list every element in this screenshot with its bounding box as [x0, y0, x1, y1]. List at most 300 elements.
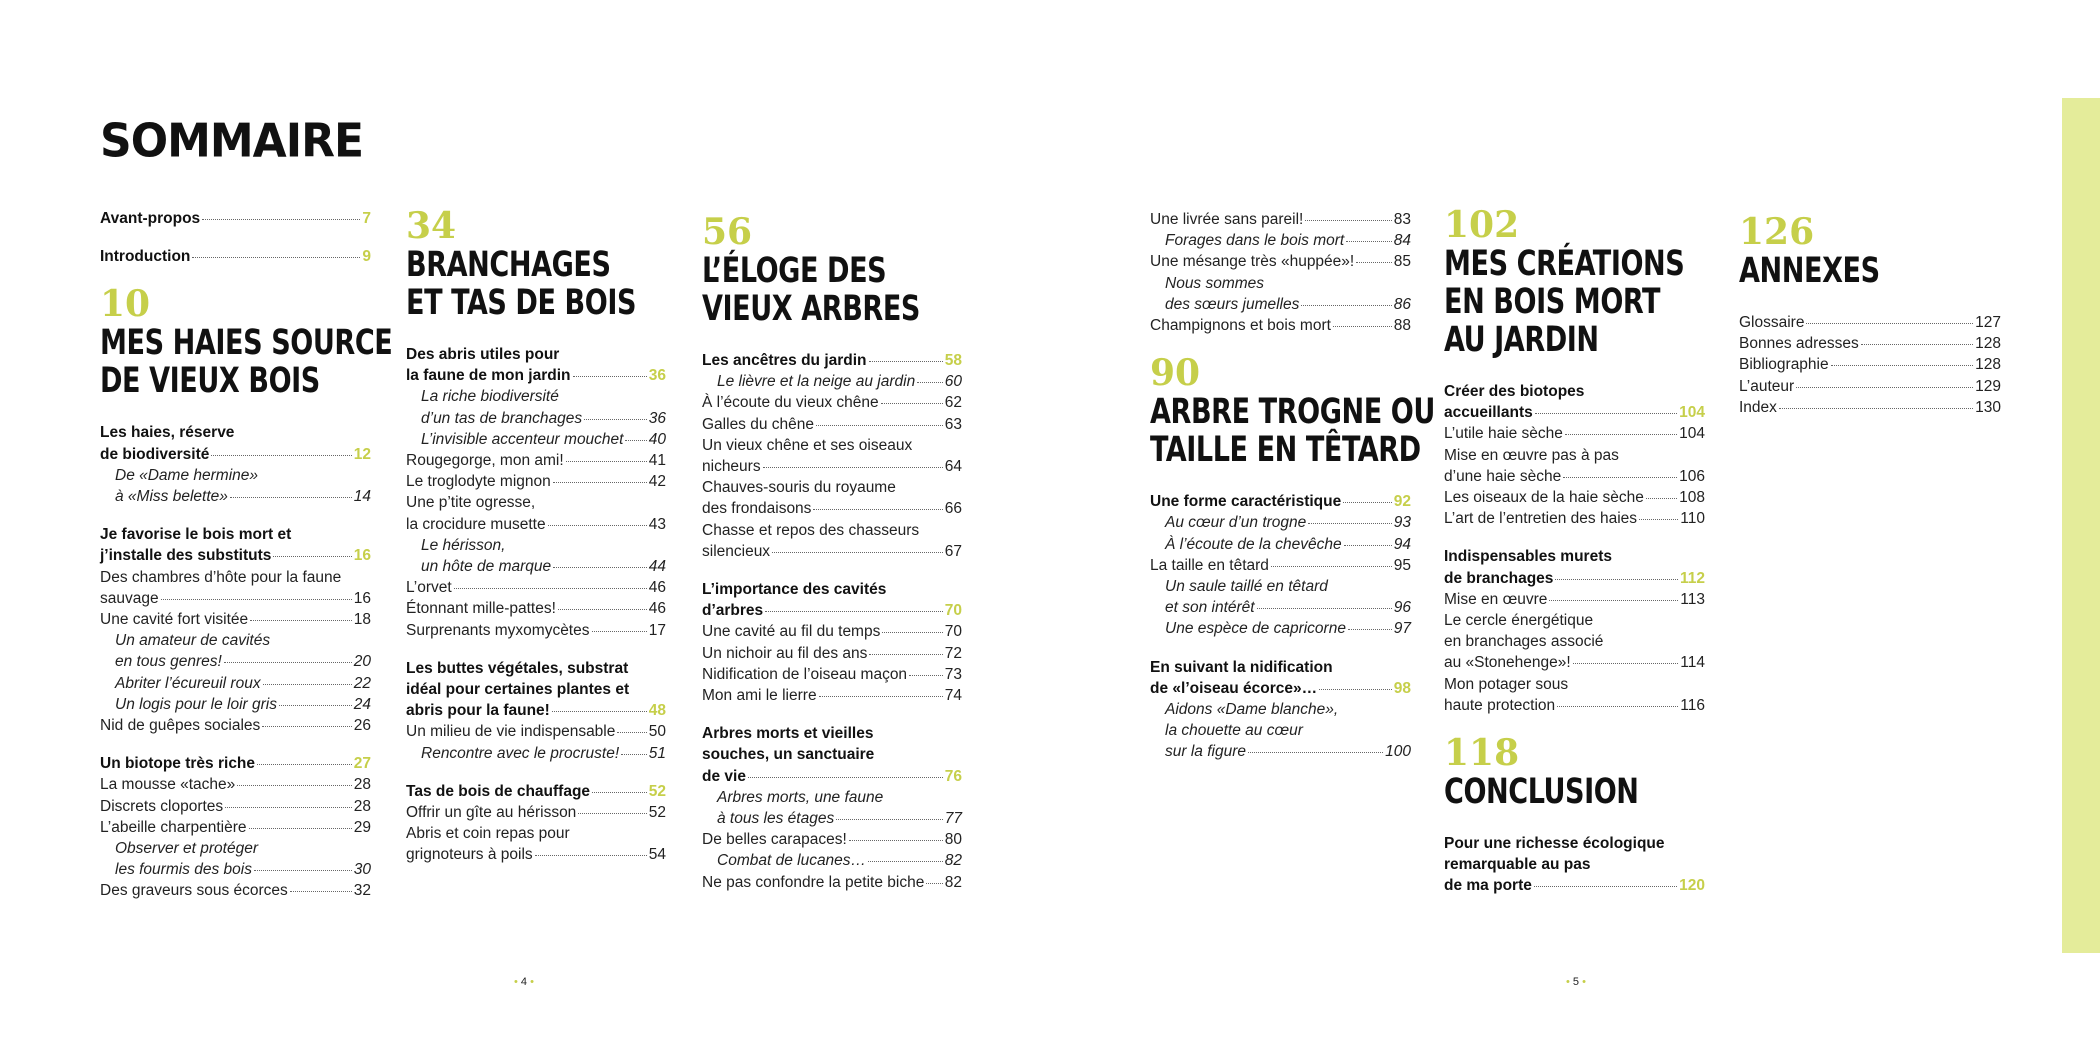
toc-page-number: 86 — [1393, 295, 1411, 313]
toc-entry-title: des frondaisons — [702, 500, 812, 518]
toc-entry[interactable] — [100, 859, 371, 880]
toc-entry[interactable] — [702, 850, 962, 871]
toc-entry[interactable] — [1150, 491, 1411, 512]
toc-leader-dots — [765, 611, 943, 612]
toc-entry[interactable] — [1444, 589, 1705, 610]
toc-entry-title: Les ancêtres du jardin — [702, 352, 867, 369]
toc-entry-title: Glossaire — [1739, 314, 1805, 331]
toc-leader-dots — [249, 828, 352, 829]
toc-entry[interactable] — [100, 817, 371, 838]
toc-column-1 — [100, 208, 393, 919]
toc-entry-title: des sœurs jumelles — [1165, 295, 1300, 313]
toc-entry[interactable] — [702, 723, 962, 744]
toc-entry[interactable] — [100, 694, 371, 715]
toc-entry-title: Tas de bois de chauffage — [406, 782, 591, 800]
toc-page-number: 52 — [648, 782, 666, 800]
toc-page-number: 127 — [1975, 314, 2001, 331]
toc-entry[interactable] — [1444, 487, 1705, 508]
toc-entry[interactable] — [702, 520, 962, 541]
toc-entry[interactable] — [702, 872, 962, 893]
toc-section — [1150, 352, 1435, 762]
toc-entry-title: Observer et protéger — [115, 840, 259, 858]
toc-page-number: 58 — [944, 352, 962, 369]
toc-entry-title: Galles du chêne — [702, 415, 815, 433]
toc-entry-title: Abris et coin repas pour — [406, 825, 570, 843]
toc-group — [1150, 491, 1411, 639]
toc-entry-title: Un saule taillé en têtard — [1165, 578, 1328, 596]
toc-page-number: 76 — [944, 767, 962, 785]
toc-entry[interactable] — [100, 630, 371, 651]
toc-leader-dots — [1563, 477, 1677, 478]
toc-entry[interactable] — [100, 673, 371, 694]
toc-entry-title: Aidons «Dame blanche», — [1165, 701, 1339, 719]
section-number: 34 — [406, 205, 457, 247]
toc-leader-dots — [584, 419, 647, 420]
toc-entry-title: de biodiversité — [100, 445, 210, 463]
toc-entry[interactable] — [1150, 512, 1411, 533]
toc-leader-dots — [926, 883, 942, 884]
toc-entry-title: Mise en œuvre pas à pas — [1444, 446, 1619, 464]
toc-entry-title: Au cœur d’un trogne — [1165, 514, 1307, 532]
toc-entry-title: Un amateur de cavités — [115, 632, 271, 650]
toc-entry-title: Un milieu de vie indispensable — [406, 723, 616, 741]
toc-entry[interactable] — [702, 477, 962, 498]
toc-page-number: 100 — [1385, 743, 1411, 761]
toc-page-number: 48 — [648, 702, 666, 720]
toc-page-number: 93 — [1393, 514, 1411, 532]
toc-section — [100, 283, 393, 901]
toc-entry[interactable] — [1150, 273, 1411, 294]
toc-entry-title: au «Stonehenge»! — [1444, 654, 1571, 672]
section-title[interactable] — [406, 245, 637, 323]
toc-entry[interactable] — [1150, 741, 1411, 762]
toc-entry[interactable] — [1444, 652, 1705, 673]
toc-entry[interactable] — [1444, 695, 1705, 716]
toc-entry[interactable] — [702, 744, 962, 765]
toc-entry[interactable] — [702, 766, 962, 787]
toc-page-number: 24 — [353, 695, 371, 713]
toc-leader-dots — [263, 684, 352, 685]
toc-entry[interactable] — [406, 408, 666, 429]
toc-entry[interactable] — [1150, 678, 1411, 699]
toc-entry-title: Rencontre avec le procruste! — [421, 744, 620, 762]
toc-entry[interactable] — [100, 588, 371, 609]
toc-entry[interactable] — [1150, 555, 1411, 576]
toc-entry[interactable] — [406, 577, 666, 598]
toc-leader-dots — [192, 257, 360, 258]
toc-entry[interactable] — [406, 365, 666, 386]
toc-page-number: 12 — [353, 445, 371, 463]
toc-leader-dots — [869, 654, 942, 655]
section-title-line: DE VIEUX BOIS — [100, 361, 320, 402]
toc-entry[interactable] — [1444, 402, 1705, 423]
toc-leader-dots — [617, 732, 646, 733]
toc-entry[interactable] — [100, 246, 371, 267]
toc-leader-dots — [813, 509, 942, 510]
toc-leader-dots — [454, 588, 647, 589]
toc-entry-title: Une cavité au fil du temps — [702, 623, 881, 641]
toc-leader-dots — [254, 870, 352, 871]
toc-entry[interactable] — [406, 429, 666, 450]
toc-page-number: 72 — [944, 644, 962, 662]
toc-page-number: 104 — [1679, 425, 1705, 443]
toc-entry[interactable] — [1444, 875, 1705, 896]
section-number: 90 — [1150, 352, 1201, 395]
toc-entry-title: silencieux — [702, 542, 771, 560]
toc-entry[interactable] — [702, 643, 962, 664]
toc-entry[interactable] — [702, 579, 962, 600]
toc-page-number: 16 — [353, 589, 371, 607]
toc-entry[interactable] — [100, 796, 371, 817]
toc-entry[interactable] — [1150, 251, 1411, 272]
toc-entry[interactable] — [702, 498, 962, 519]
toc-entry-title: Introduction — [100, 248, 191, 266]
section-number: 10 — [100, 283, 151, 326]
toc-entry[interactable] — [406, 598, 666, 619]
section-title[interactable] — [100, 323, 393, 402]
toc-entry-title: Des chambres d’hôte pour la faune — [100, 568, 342, 586]
toc-entry[interactable] — [406, 514, 666, 535]
toc-leader-dots — [1319, 689, 1392, 690]
toc-entry[interactable] — [406, 450, 666, 471]
toc-entry[interactable] — [100, 880, 371, 901]
toc-entry[interactable] — [100, 753, 371, 774]
toc-entry[interactable] — [702, 414, 962, 435]
toc-entry[interactable] — [702, 808, 962, 829]
toc-entry-title: De belles carapaces! — [702, 831, 847, 849]
toc-entry[interactable] — [1444, 674, 1705, 695]
folio-left-number: 4 — [520, 976, 528, 988]
toc-entry-title: La riche biodiversité — [421, 388, 559, 406]
toc-entry-title: Arbres morts et vieilles — [702, 725, 874, 743]
toc-leader-dots — [1565, 434, 1677, 435]
toc-page-number: 29 — [353, 818, 371, 836]
toc-entry[interactable] — [1150, 720, 1411, 741]
toc-entry[interactable] — [100, 838, 371, 859]
toc-entry[interactable] — [406, 823, 666, 844]
toc-entry[interactable] — [406, 700, 666, 721]
toc-page-number: 73 — [944, 665, 962, 683]
toc-group — [702, 579, 962, 706]
toc-entry-title: Offrir un gîte au hérisson — [406, 804, 577, 822]
toc-entry-title: Créer des biotopes — [1444, 383, 1585, 400]
section-title[interactable] — [1150, 392, 1435, 471]
toc-entry[interactable] — [1444, 381, 1705, 402]
toc-page-number: 77 — [944, 810, 962, 828]
toc-entry[interactable] — [406, 492, 666, 513]
toc-page-number: 80 — [944, 831, 962, 849]
toc-entry[interactable] — [1444, 466, 1705, 487]
toc-leader-dots — [1305, 220, 1391, 221]
toc-leader-dots — [273, 556, 351, 557]
toc-entry[interactable] — [406, 556, 666, 577]
toc-entry-title: Une p’tite ogresse, — [406, 494, 536, 512]
toc-leader-dots — [1356, 262, 1392, 263]
toc-entry[interactable] — [702, 392, 962, 413]
toc-group — [702, 350, 962, 562]
toc-entry[interactable] — [100, 774, 371, 795]
toc-entry-title: Un vieux chêne et ses oiseaux — [702, 436, 913, 454]
toc-entry[interactable] — [100, 422, 371, 443]
toc-entry-title: Surprenants myxomycètes — [406, 621, 590, 639]
folio-left: • 4 • — [514, 976, 534, 988]
toc-entry[interactable] — [702, 600, 962, 621]
toc-entry-title: Index — [1739, 398, 1777, 416]
toc-group — [1739, 312, 2001, 418]
toc-leader-dots — [1861, 344, 1973, 345]
toc-entry-title: d’un tas de branchages — [421, 409, 583, 427]
toc-entry-title: abris pour la faune! — [406, 702, 550, 720]
toc-entry[interactable] — [702, 371, 962, 392]
toc-entry[interactable] — [1444, 546, 1705, 567]
toc-entry[interactable] — [702, 456, 962, 477]
toc-entry[interactable] — [702, 787, 962, 808]
toc-page-number: 52 — [648, 804, 666, 822]
toc-entry[interactable] — [100, 486, 371, 507]
section-title[interactable] — [1444, 773, 1668, 811]
toc-leader-dots — [553, 482, 647, 483]
toc-entry-title: L’auteur — [1739, 377, 1795, 395]
toc-entry-title: Champignons et bois mort — [1150, 317, 1331, 335]
toc-page-number: 60 — [944, 373, 962, 391]
section-title-line: ANNEXES — [1739, 251, 1880, 291]
toc-entry[interactable] — [702, 435, 962, 456]
toc-leader-dots — [1248, 752, 1383, 753]
toc-entry-title: Les oiseaux de la haie sèche — [1444, 489, 1644, 507]
toc-page-number: 95 — [1393, 556, 1411, 574]
toc-page-number: 32 — [353, 882, 371, 900]
toc-leader-dots — [816, 425, 943, 426]
toc-leader-dots — [748, 777, 943, 778]
toc-entry[interactable] — [702, 829, 962, 850]
toc-section — [1444, 205, 1705, 716]
toc-section — [702, 212, 962, 893]
toc-leader-dots — [1549, 600, 1678, 601]
toc-entry[interactable] — [1150, 657, 1411, 678]
toc-group — [1444, 546, 1705, 716]
section-title-line: ARBRE TROGNE OU — [1150, 392, 1435, 433]
section-title-line: MES CRÉATIONS — [1444, 244, 1685, 284]
toc-entry[interactable] — [1444, 854, 1705, 875]
toc-entry[interactable] — [406, 721, 666, 742]
toc-page-number: 96 — [1393, 599, 1411, 617]
toc-entry[interactable] — [702, 621, 962, 642]
toc-leader-dots — [262, 726, 351, 727]
toc-entry[interactable] — [1739, 376, 2001, 397]
green-side-band — [2062, 98, 2100, 953]
toc-group — [100, 524, 371, 736]
toc-entry[interactable] — [406, 679, 666, 700]
toc-leader-dots — [763, 467, 943, 468]
toc-group — [702, 723, 962, 893]
toc-entry[interactable] — [100, 651, 371, 672]
toc-entry[interactable] — [1739, 354, 2001, 375]
toc-entry[interactable] — [1150, 618, 1411, 639]
toc-entry[interactable] — [1444, 445, 1705, 466]
toc-leader-dots — [202, 219, 360, 220]
toc-entry[interactable] — [406, 743, 666, 764]
section-title-line: CONCLUSION — [1444, 772, 1639, 813]
toc-entry[interactable] — [406, 781, 666, 802]
page-title: SOMMAIRE — [100, 114, 364, 169]
toc-leader-dots — [772, 552, 943, 553]
toc-entry[interactable] — [406, 344, 666, 365]
toc-entry-title: Mon potager sous — [1444, 675, 1569, 693]
toc-entry-title: Nous sommes — [1165, 274, 1265, 292]
toc-entry[interactable] — [100, 715, 371, 736]
toc-entry[interactable] — [702, 350, 962, 371]
toc-entry[interactable] — [1444, 423, 1705, 444]
toc-entry[interactable] — [1739, 312, 2001, 333]
toc-entry-title: L’abeille charpentière — [100, 818, 247, 836]
toc-entry-title: Nidification de l’oiseau maçon — [702, 665, 908, 683]
toc-entry[interactable] — [406, 386, 666, 407]
toc-page-number: 85 — [1393, 253, 1411, 271]
toc-entry-title: La mousse «tache» — [100, 776, 236, 794]
toc-leader-dots — [279, 705, 352, 706]
toc-entry[interactable] — [406, 471, 666, 492]
toc-column-3 — [702, 212, 962, 910]
toc-entry[interactable] — [1444, 833, 1705, 854]
toc-entry[interactable] — [1150, 230, 1411, 251]
toc-entry-title: L’invisible accenteur mouchet — [421, 430, 624, 448]
toc-page-number: 92 — [1393, 493, 1411, 511]
toc-entry[interactable] — [100, 545, 371, 566]
toc-entry-title: un hôte de marque — [421, 558, 552, 576]
toc-leader-dots — [535, 855, 647, 856]
toc-page-number: 16 — [353, 547, 371, 565]
toc-entry-title: en branchages associé — [1444, 633, 1604, 651]
toc-leader-dots — [230, 497, 352, 498]
toc-leader-dots — [882, 632, 942, 633]
toc-page-number: 110 — [1680, 510, 1705, 528]
toc-entry[interactable] — [1444, 631, 1705, 652]
toc-entry[interactable] — [1150, 597, 1411, 618]
toc-entry[interactable] — [702, 685, 962, 706]
toc-entry-title: Forages dans le bois mort — [1165, 232, 1345, 250]
toc-entry[interactable] — [100, 208, 371, 229]
toc-entry-title: Chasse et repos des chasseurs — [702, 521, 920, 539]
toc-entry-title: En suivant la nidification — [1150, 658, 1333, 676]
toc-page-number: 20 — [353, 653, 371, 671]
toc-leader-dots — [592, 792, 647, 793]
toc-entry[interactable] — [100, 609, 371, 630]
toc-entry[interactable] — [1444, 508, 1705, 529]
toc-entry[interactable] — [100, 465, 371, 486]
toc-entry-title: Avant-propos — [100, 210, 201, 227]
toc-entry[interactable] — [1150, 315, 1411, 336]
toc-entry-title: et son intérêt — [1165, 599, 1255, 617]
toc-entry[interactable] — [406, 844, 666, 865]
toc-entry[interactable] — [100, 567, 371, 588]
toc-entry[interactable] — [406, 620, 666, 641]
toc-leader-dots — [553, 567, 647, 568]
section-title-line: BRANCHAGES — [406, 245, 611, 285]
toc-leader-dots — [1346, 241, 1392, 242]
toc-entry[interactable] — [1150, 209, 1411, 230]
toc-page-number: 70 — [944, 623, 962, 641]
toc-entry-title: Mise en œuvre — [1444, 590, 1548, 608]
toc-entry[interactable] — [1150, 534, 1411, 555]
toc-entry[interactable] — [1739, 397, 2001, 418]
toc-entry-title: La taille en têtard — [1150, 556, 1269, 574]
toc-entry-title: Indispensables murets — [1444, 548, 1612, 566]
toc-entry[interactable] — [702, 664, 962, 685]
toc-entry[interactable] — [1739, 333, 2001, 354]
toc-group — [406, 781, 666, 866]
toc-leader-dots — [1639, 519, 1678, 520]
toc-leader-dots — [625, 440, 646, 441]
toc-entry[interactable] — [1444, 610, 1705, 631]
toc-page-number: 128 — [1975, 356, 2001, 374]
toc-leader-dots — [225, 807, 352, 808]
toc-entry[interactable] — [1444, 568, 1705, 589]
toc-group — [100, 208, 371, 229]
toc-entry-title: Nid de guêpes sociales — [100, 717, 261, 735]
toc-page-number: 74 — [944, 687, 962, 705]
toc-entry[interactable] — [406, 658, 666, 679]
toc-page-number: 46 — [648, 600, 666, 618]
toc-entry-title: Bibliographie — [1739, 356, 1829, 374]
toc-entry-title: Abriter l’écureuil roux — [115, 674, 261, 692]
toc-leader-dots — [257, 764, 352, 765]
toc-group — [1150, 657, 1411, 763]
toc-group — [100, 422, 371, 507]
toc-entry-title: L’art de l’entretien des haies — [1444, 510, 1638, 528]
toc-entry[interactable] — [100, 524, 371, 545]
toc-entry-title: Ne pas confondre la petite biche — [702, 873, 925, 891]
toc-entry-title: Les buttes végétales, substrat — [406, 659, 629, 677]
toc-entry[interactable] — [1150, 699, 1411, 720]
toc-entry-title: les fourmis des bois — [115, 861, 252, 879]
toc-section — [1444, 733, 1705, 897]
toc-entry-title: accueillants — [1444, 404, 1533, 422]
toc-leader-dots — [1344, 545, 1392, 546]
toc-page-number: 44 — [648, 558, 666, 576]
toc-entry[interactable] — [702, 541, 962, 562]
toc-leader-dots — [1806, 323, 1973, 324]
toc-leader-dots — [1534, 886, 1677, 887]
toc-entry[interactable] — [406, 802, 666, 823]
toc-page-number: 17 — [648, 621, 666, 639]
section-title-line: EN BOIS MORT — [1444, 282, 1661, 322]
toc-leader-dots — [250, 620, 352, 621]
toc-entry-title: Combat de lucanes… — [717, 852, 867, 870]
toc-leader-dots — [868, 861, 943, 862]
toc-page-number: 128 — [1975, 335, 2001, 353]
folio-right-number: 5 — [1572, 976, 1580, 988]
toc-leader-dots — [1301, 305, 1391, 306]
toc-entry[interactable] — [1150, 576, 1411, 597]
toc-page-number: 94 — [1393, 535, 1411, 553]
toc-page-number: 28 — [353, 797, 371, 815]
section-title[interactable] — [1739, 252, 1964, 290]
toc-entry-title: À l’écoute du vieux chêne — [702, 394, 879, 412]
section-title[interactable] — [702, 252, 926, 328]
toc-leader-dots — [1257, 608, 1392, 609]
toc-entry-title: Arbres morts, une faune — [717, 788, 884, 806]
toc-entry-title: Un biotope très riche — [100, 755, 256, 773]
section-title[interactable] — [1444, 244, 1685, 360]
toc-entry[interactable] — [100, 444, 371, 465]
toc-leader-dots — [592, 631, 647, 632]
section-title-line: ET TAS DE BOIS — [406, 283, 637, 323]
toc-entry-title: sauvage — [100, 589, 159, 607]
toc-entry[interactable] — [1150, 294, 1411, 315]
toc-page-number: 62 — [944, 394, 962, 412]
toc-leader-dots — [917, 382, 943, 383]
toc-entry[interactable] — [406, 535, 666, 556]
